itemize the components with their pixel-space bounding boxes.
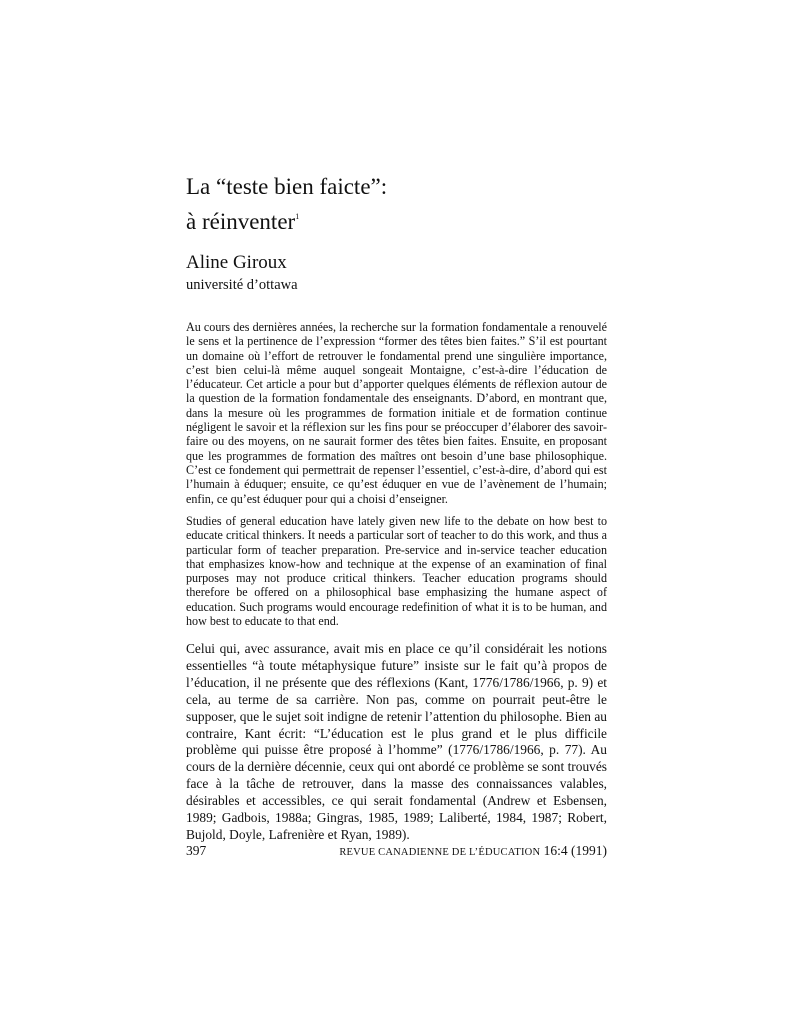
body-paragraph: Celui qui, avec assurance, avait mis en place ce qu’il considérait les notions essentielles “à toute métaphysique future” insiste sur le fait qu’à propos de l’éducation, il ne présente que des réflexions (Kant, 1776/1786/1966, p. 9) et cela, au terme de sa carrière. Non pas, comme on pourrait peut-être le supposer, que le sujet soit indigne de retenir l’attention du philosophe. Bien au contraire, Kant écrit: “L’éducation est le plus grand et le plus difficile problème qui puisse être proposé à l’homme” (1776/1786/1966, p. 77). Au cours de la dernière décennie, ceux qui ont abordé ce problème se sont trouvés face à la tâche de retrouver, dans la masse des connaissances valables, désirables et accessibles, ce qui serait fondamental (Andrew et Esbensen, 1989; Gadbois, 1988a; Gingras, 1985, 1989; Laliberté, 1984, 1987; Robert, Bujold, Doyle, Lafrenière et Ryan, 1989). xyxy=(186,641,607,842)
title-line-1: La “teste bien faicte”: xyxy=(186,174,388,199)
page-number: 397 xyxy=(186,843,207,858)
abstract-french: Au cours des dernières années, la recherche sur la formation fondamentale a renouvelé le sens et la pertinence de l’expression “former des têtes bien faites.” S’il est pourtant un domaine où l’effort de retrouver le fondamental prend une singulière importance, c’est bien celui-là même auquel songeait Montaigne, c’est-à-dire l’éducation de l’éducateur. Cet article a pour but d’apporter quelques éléments de réflexion autour de la question de la formation fondamentale des enseignants. D’abord, en montrant que, dans la mesure où les programmes de formation initiale et de formation continue négligent le savoir et la réflexion sur les fins pour se préoccuper d’élaborer des savoir-faire ou des moyens, on ne saurait former des têtes bien faites. Ensuite, en proposant que les programmes de formation des maîtres ont besoin d’une base philosophique. C’est ce fondement qui permettrait de repenser l’essentiel, c’est-à-dire, d’abord qui est l’humain à éduquer; ensuite, ce qu’est éduquer en vue de l’avènement de l’humain; enfin, ce qu’est éduquer pour qui a choisi d’enseigner. xyxy=(186,320,607,506)
journal-issue: 16:4 (1991) xyxy=(543,843,607,858)
author-affiliation: université d’ottawa xyxy=(186,277,298,293)
footnote-marker: 1 xyxy=(295,212,300,221)
journal-name: REVUE CANADIENNE DE L’ÉDUCATION xyxy=(339,847,541,858)
article-title xyxy=(186,172,606,237)
title-line-2-text: à réinventer xyxy=(186,209,296,234)
abstract-english: Studies of general education have lately given new life to the debate on how best to educate critical thinkers. It needs a particular sort of teacher to do this work, and thus a particular form of teacher preparation. Pre-service and in-service teacher education that emphasizes know-how and technique at the expense of an examination of final purposes may not produce critical thinkers. Teacher education programs should therefore be offered on a philosophical base emphasizing the humane aspect of education. Such programs would encourage redefinition of what it is to be human, and how best to educate to that end. xyxy=(186,514,607,629)
running-footer xyxy=(339,843,607,859)
title-line-2 xyxy=(186,202,606,237)
author-name: Aline Giroux xyxy=(186,252,287,273)
